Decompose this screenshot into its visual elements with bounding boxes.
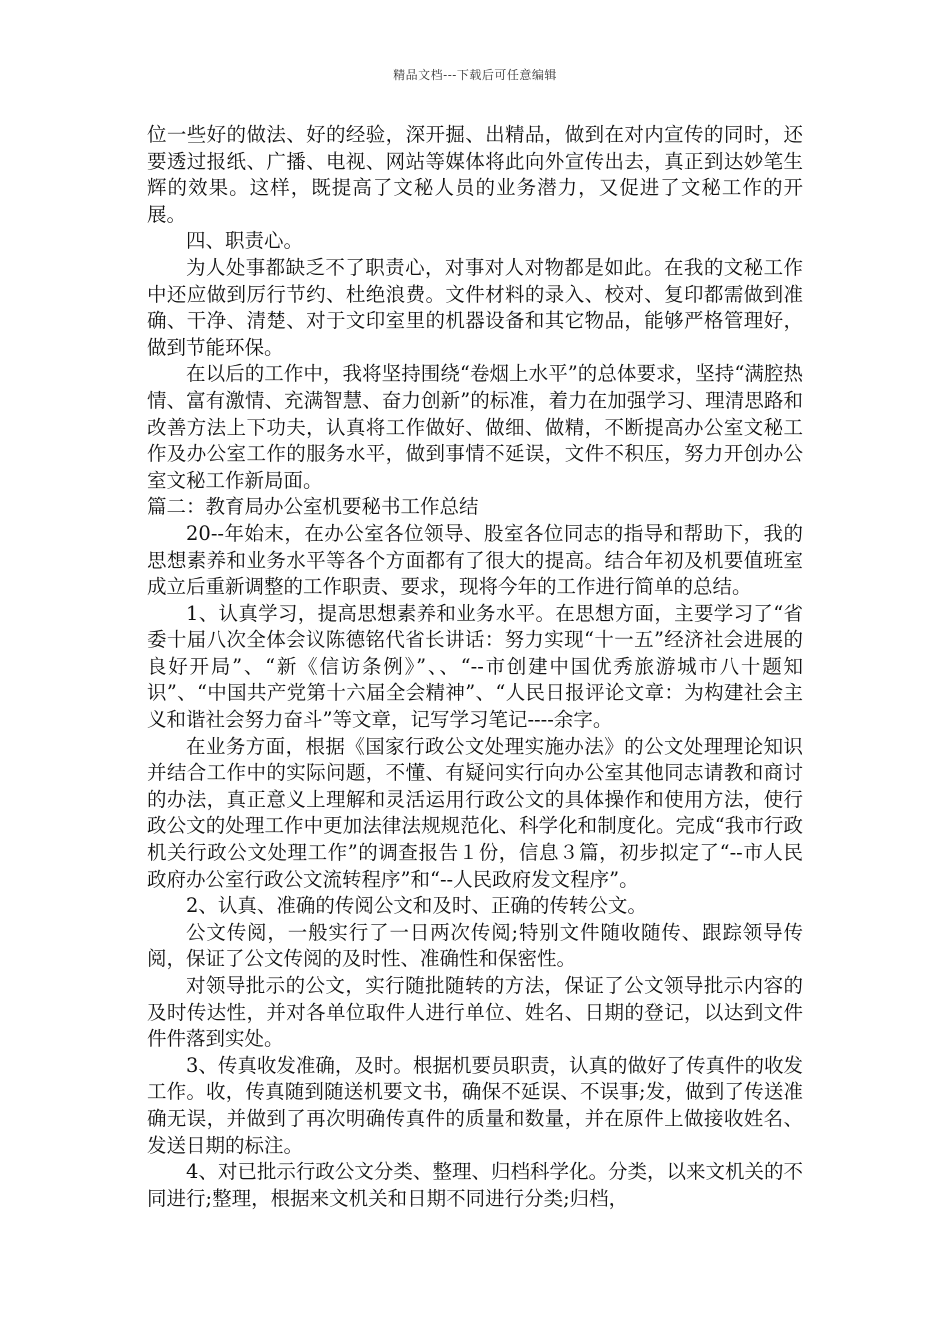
paragraph: 2、认真、准确的传阅公文和及时、正确的传转公文。 — [186, 894, 647, 918]
article-title: 篇二：教育局办公室机要秘书工作总结 — [147, 495, 479, 519]
paragraph: 为人处事都缺乏不了职责心，对事对人对物都是如此。在我的文秘工作中还应做到厉行节约、杜绝浪费。文件材料的录入、校对、复印都需做到准确、干净、清楚、对于文印室里的机器设备和其它物品，能够严格管理好，做到节能环保。 — [147, 255, 803, 359]
paragraph-continued: 位一些好的做法、好的经验，深开掘、出精品，做到在对内宣传的同时，还要透过报纸、广播、电视、网站等媒体将此向外宣传出去，真正到达妙笔生辉的效果。这样，既提高了文秘人员的业务潜力，又促进了文秘工作的开展。 — [147, 123, 803, 226]
paragraph: 对领导批示的公文，实行随批随转的方法，保证了公文领导批示内容的及时传达性，并对各单位取件人进行单位、姓名、日期的登记，以达到文件件件落到实处。 — [147, 974, 803, 1051]
paragraph: 4、对已批示行政公文分类、整理、归档科学化。分类，以来文机关的不同进行;整理，根据来文机关和日期不同进行分类;归档， — [147, 1160, 803, 1210]
section-heading-responsibility: 四、职责心。 — [186, 229, 304, 253]
paragraph: 20--年始末，在办公室各位领导、股室各位同志的指导和帮助下，我的思想素养和业务水平等各个方面都有了很大的提高。结合年初及机要值班室成立后重新调整的工作职责、要求，现将今年的工作进行简单的总结。 — [147, 521, 803, 599]
page-header: 精品文档---下载后可任意编辑 — [393, 68, 557, 82]
paragraph: 在以后的工作中，我将坚持围绕“卷烟上水平”的总体要求，坚持“满腔热情、富有激情、充满智慧、奋力创新”的标准，着力在加强学习、理清思路和改善方法上下功夫，认真将工作做好、做细、做精，不断提高办公室文秘工作及办公室工作的服务水平，做到事情不延误，文件不积压，努力开创办公室文秘工作新局面。 — [147, 362, 803, 492]
paragraph: 公文传阅，一般实行了一日两次传阅;特别文件随收随传、跟踪领导传阅，保证了公文传阅的及时性、准确性和保密性。 — [147, 920, 803, 971]
document-body — [147, 122, 803, 1212]
paragraph: 3、传真收发准确，及时。根据机要员职责，认真的做好了传真件的收发工作。收，传真随到随送机要文书，确保不延误、不误事;发，做到了传送准确无误，并做到了再次明确传真件的质量和数量，并在原件上做接收姓名、发送日期的标注。 — [147, 1053, 803, 1157]
paragraph: 1、认真学习，提高思想素养和业务水平。在思想方面，主要学习了“省委十届八次全体会议陈德铭代省长讲话：努力实现“十一五”经济社会进展的良好开局”、“新《信访条例》”、、“--市创建中国优秀旅游城市八十题知识”、“中国共产党第十六届全会精神”、“人民日报评论文章：为构建社会主义和谐社会努力奋斗”等文章，记写学习笔记----余字。 — [147, 601, 803, 732]
paragraph: 在业务方面，根据《国家行政公文处理实施办法》的公文处理理论知识并结合工作中的实际问题，不懂、有疑问实行向办公室其他同志请教和商讨的办法，真正意义上理解和灵活运用行政公文的具体操作和使用方法，使行政公文的处理工作中更加法律法规规范化、科学化和制度化。完成“我市行政机关行政公文处理工作”的调查报告１份，信息３篇，初步拟定了“--市人民政府办公室行政公文流转程序”和“--人民政府发文程序”。 — [147, 734, 803, 891]
